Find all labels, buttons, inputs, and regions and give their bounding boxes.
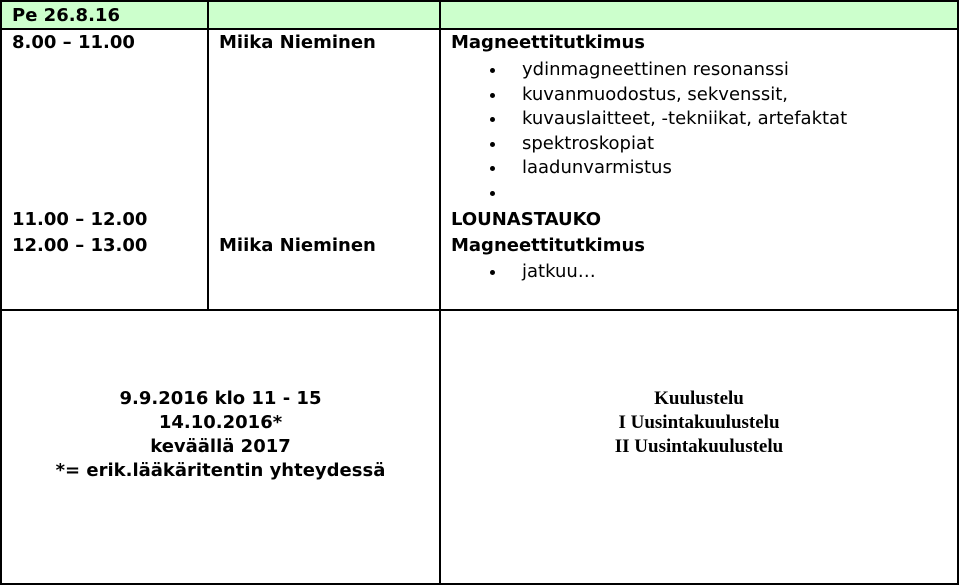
exam-type-1: Kuulustelu	[654, 388, 744, 409]
exam-date-note: *= erik.lääkäritentin yhteydessä	[55, 460, 386, 481]
list-item: laadunvarmistus	[480, 156, 847, 181]
bullet-icon	[490, 117, 495, 122]
header-date: Pe 26.8.16	[12, 5, 120, 26]
row3-topic-list	[480, 260, 596, 285]
bullet-icon	[490, 270, 495, 275]
row2-topic: LOUNASTAUKO	[451, 209, 602, 230]
exam-dates	[2, 387, 439, 483]
header-divider	[0, 28, 959, 30]
section-divider	[0, 309, 959, 311]
exam-type-2: I Uusintakuulustelu	[618, 412, 780, 433]
list-item: ydinmagneettinen resonanssi	[480, 58, 847, 83]
row3-topic: Magneettitutkimus	[451, 235, 646, 256]
bullet-icon	[490, 68, 495, 73]
row1-topic: Magneettitutkimus	[451, 32, 646, 53]
col-divider-1	[207, 0, 209, 310]
bullet-icon	[490, 191, 495, 196]
exam-types	[441, 387, 957, 459]
border-left	[0, 0, 2, 585]
border-top	[0, 0, 959, 2]
exam-date-2: 14.10.2016*	[158, 412, 283, 433]
row1-time: 8.00 – 11.00	[12, 32, 135, 53]
list-item: spektroskopiat	[480, 132, 847, 157]
row1-topic-list	[480, 58, 847, 181]
row3-lecturer: Miika Nieminen	[219, 235, 376, 256]
row3-time: 12.00 – 13.00	[12, 235, 148, 256]
bullet-icon	[490, 142, 495, 147]
row1-lecturer: Miika Nieminen	[219, 32, 376, 53]
bullet-icon	[490, 166, 495, 171]
list-item: kuvanmuodostus, sekvenssit,	[480, 83, 847, 108]
exam-type-3: II Uusintakuulustelu	[614, 436, 784, 457]
exam-date-3: keväällä 2017	[150, 436, 291, 457]
list-item: kuvauslaitteet, -tekniikat, artefaktat	[480, 107, 847, 132]
col-divider-2	[439, 0, 441, 310]
header-row-background	[1, 1, 958, 28]
list-item: jatkuu…	[480, 260, 596, 285]
bullet-icon	[490, 93, 495, 98]
exam-date-1: 9.9.2016 klo 11 - 15	[119, 388, 322, 409]
row2-time: 11.00 – 12.00	[12, 209, 148, 230]
